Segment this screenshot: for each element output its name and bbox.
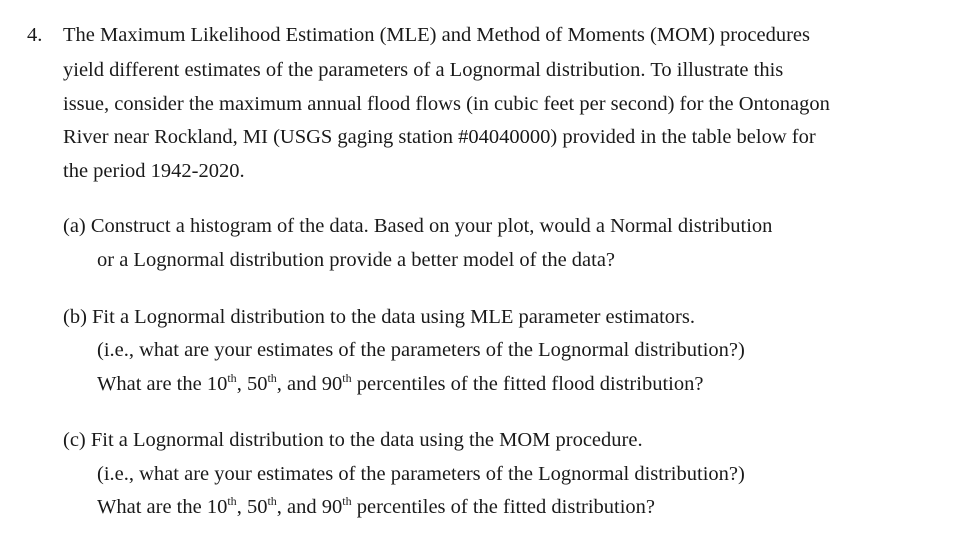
part-c-text-2: , 50 [236, 496, 268, 518]
part-b-text-4: percentiles of the fitted flood distribution? [351, 373, 704, 395]
part-c-sup-1: th [227, 494, 237, 508]
part-c-text-3: , and 90 [276, 496, 343, 518]
problem-number: 4. [27, 24, 43, 46]
part-b-text-2: , 50 [236, 373, 268, 395]
part-c-text-1: What are the 10 [97, 496, 228, 518]
part-b-sup-2: th [267, 371, 277, 385]
part-a-line-1: (a) Construct a histogram of the data. Based on your plot, would a Normal distribution [63, 215, 773, 237]
intro-line-3: issue, consider the maximum annual flood flows (in cubic feet per second) for the Ontonagon [63, 93, 830, 115]
part-c-sup-3: th [342, 494, 352, 508]
part-b-sup-3: th [342, 371, 352, 385]
part-c-text-4: percentiles of the fitted distribution? [351, 496, 656, 518]
part-b-text-3: , and 90 [276, 373, 343, 395]
intro-line-2: yield different estimates of the parameters of a Lognormal distribution. To illustrate this [63, 59, 784, 81]
part-b-line-3 [97, 371, 704, 395]
part-c-line-2: (i.e., what are your estimates of the parameters of the Lognormal distribution?) [97, 463, 745, 485]
part-a-line-2: or a Lognormal distribution provide a better model of the data? [97, 249, 616, 271]
part-c-sup-2: th [267, 494, 277, 508]
part-b-sup-1: th [227, 371, 237, 385]
part-c-line-1: (c) Fit a Lognormal distribution to the data using the MOM procedure. [63, 429, 643, 451]
intro-line-4: River near Rockland, MI (USGS gaging station #04040000) provided in the table below for [63, 126, 816, 148]
intro-line-5: the period 1942-2020. [63, 160, 245, 182]
intro-line-1: The Maximum Likelihood Estimation (MLE) and Method of Moments (MOM) procedures [63, 24, 810, 46]
part-b-line-2: (i.e., what are your estimates of the parameters of the Lognormal distribution?) [97, 339, 745, 361]
part-b-text-1: What are the 10 [97, 373, 228, 395]
part-c-line-3 [97, 494, 656, 518]
part-b-line-1: (b) Fit a Lognormal distribution to the data using MLE parameter estimators. [63, 306, 695, 328]
